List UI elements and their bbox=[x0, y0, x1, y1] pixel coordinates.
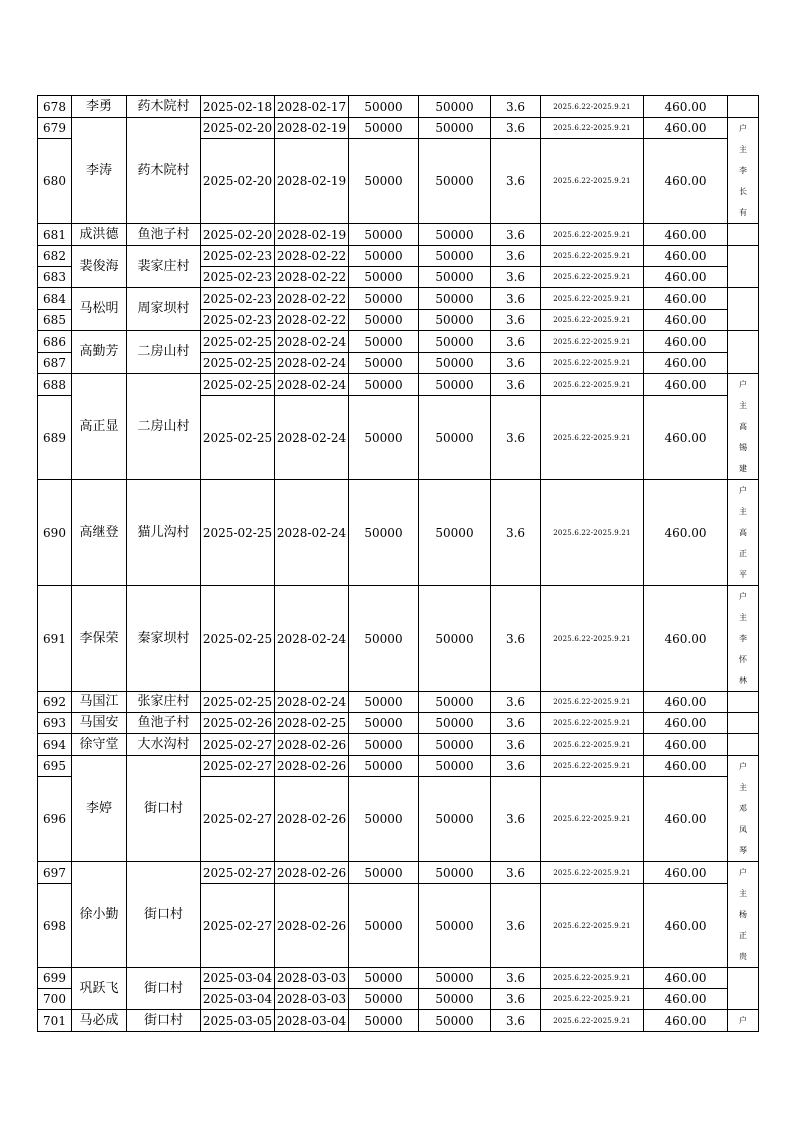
interest-rate: 3.6 bbox=[491, 713, 541, 734]
interest-period: 2025.6.22-2025.9.21 bbox=[541, 734, 644, 756]
loan-end-date: 2028-02-26 bbox=[275, 756, 349, 777]
loan-start-date: 2025-02-25 bbox=[201, 396, 275, 480]
interest-rate: 3.6 bbox=[491, 862, 541, 884]
row-number: 697 bbox=[38, 862, 72, 884]
village-name: 二房山村 bbox=[127, 374, 201, 480]
interest-amount: 460.00 bbox=[644, 862, 728, 884]
borrower-name: 李涛 bbox=[72, 118, 127, 224]
interest-period: 2025.6.22-2025.9.21 bbox=[541, 862, 644, 884]
loan-amount: 50000 bbox=[349, 374, 419, 396]
borrower-name: 李勇 bbox=[72, 96, 127, 118]
loan-end-date: 2028-03-03 bbox=[275, 989, 349, 1010]
remark bbox=[728, 118, 759, 224]
interest-amount: 460.00 bbox=[644, 310, 728, 331]
loan-start-date: 2025-02-25 bbox=[201, 331, 275, 353]
row-number: 688 bbox=[38, 374, 72, 396]
row-number: 689 bbox=[38, 396, 72, 480]
loan-start-date: 2025-02-20 bbox=[201, 139, 275, 224]
table-row bbox=[38, 118, 759, 139]
loan-amount: 50000 bbox=[349, 267, 419, 288]
loan-end-date: 2028-02-22 bbox=[275, 310, 349, 331]
row-number: 679 bbox=[38, 118, 72, 139]
borrower-name: 李保荣 bbox=[72, 586, 127, 692]
interest-period: 2025.6.22-2025.9.21 bbox=[541, 1010, 644, 1032]
table-row bbox=[38, 288, 759, 310]
row-number: 692 bbox=[38, 692, 72, 713]
loan-start-date: 2025-02-20 bbox=[201, 118, 275, 139]
row-number: 686 bbox=[38, 331, 72, 353]
loan-ledger-table bbox=[37, 95, 759, 1032]
interest-amount: 460.00 bbox=[644, 756, 728, 777]
interest-amount: 460.00 bbox=[644, 96, 728, 118]
interest-period: 2025.6.22-2025.9.21 bbox=[541, 692, 644, 713]
village-name: 街口村 bbox=[127, 756, 201, 862]
loan-balance: 50000 bbox=[419, 862, 491, 884]
loan-amount: 50000 bbox=[349, 968, 419, 989]
interest-rate: 3.6 bbox=[491, 353, 541, 374]
remark bbox=[728, 224, 759, 246]
table-row bbox=[38, 224, 759, 246]
interest-rate: 3.6 bbox=[491, 968, 541, 989]
loan-end-date: 2028-03-04 bbox=[275, 1010, 349, 1032]
loan-amount: 50000 bbox=[349, 331, 419, 353]
loan-end-date: 2028-02-24 bbox=[275, 331, 349, 353]
interest-amount: 460.00 bbox=[644, 968, 728, 989]
interest-period: 2025.6.22-2025.9.21 bbox=[541, 586, 644, 692]
remark bbox=[728, 968, 759, 1010]
loan-amount: 50000 bbox=[349, 692, 419, 713]
loan-end-date: 2028-02-24 bbox=[275, 692, 349, 713]
loan-amount: 50000 bbox=[349, 139, 419, 224]
interest-amount: 460.00 bbox=[644, 288, 728, 310]
village-name: 街口村 bbox=[127, 968, 201, 1010]
remark bbox=[728, 331, 759, 374]
interest-amount: 460.00 bbox=[644, 118, 728, 139]
loan-start-date: 2025-02-25 bbox=[201, 480, 275, 586]
interest-period: 2025.6.22-2025.9.21 bbox=[541, 331, 644, 353]
remark bbox=[728, 756, 759, 862]
loan-amount: 50000 bbox=[349, 118, 419, 139]
loan-start-date: 2025-02-26 bbox=[201, 713, 275, 734]
remark bbox=[728, 713, 759, 734]
interest-amount: 460.00 bbox=[644, 713, 728, 734]
table-row bbox=[38, 246, 759, 267]
interest-amount: 460.00 bbox=[644, 586, 728, 692]
row-number: 700 bbox=[38, 989, 72, 1010]
row-number: 684 bbox=[38, 288, 72, 310]
interest-amount: 460.00 bbox=[644, 224, 728, 246]
interest-rate: 3.6 bbox=[491, 586, 541, 692]
loan-balance: 50000 bbox=[419, 989, 491, 1010]
loan-amount: 50000 bbox=[349, 288, 419, 310]
loan-start-date: 2025-02-23 bbox=[201, 267, 275, 288]
interest-amount: 460.00 bbox=[644, 353, 728, 374]
interest-rate: 3.6 bbox=[491, 1010, 541, 1032]
table-row bbox=[38, 968, 759, 989]
interest-rate: 3.6 bbox=[491, 310, 541, 331]
loan-end-date: 2028-02-26 bbox=[275, 734, 349, 756]
row-number: 681 bbox=[38, 224, 72, 246]
interest-period: 2025.6.22-2025.9.21 bbox=[541, 756, 644, 777]
loan-start-date: 2025-02-27 bbox=[201, 777, 275, 862]
interest-period: 2025.6.22-2025.9.21 bbox=[541, 96, 644, 118]
interest-period: 2025.6.22-2025.9.21 bbox=[541, 374, 644, 396]
borrower-name: 马松明 bbox=[72, 288, 127, 331]
interest-rate: 3.6 bbox=[491, 139, 541, 224]
loan-amount: 50000 bbox=[349, 310, 419, 331]
remark-vertical-text: 户 主 李 长 有 bbox=[739, 124, 747, 217]
loan-end-date: 2028-02-26 bbox=[275, 862, 349, 884]
interest-period: 2025.6.22-2025.9.21 bbox=[541, 884, 644, 968]
village-name: 周家坝村 bbox=[127, 288, 201, 331]
interest-period: 2025.6.22-2025.9.21 bbox=[541, 989, 644, 1010]
interest-rate: 3.6 bbox=[491, 246, 541, 267]
borrower-name: 高继登 bbox=[72, 480, 127, 586]
loan-balance: 50000 bbox=[419, 374, 491, 396]
interest-amount: 460.00 bbox=[644, 396, 728, 480]
loan-balance: 50000 bbox=[419, 713, 491, 734]
loan-amount: 50000 bbox=[349, 862, 419, 884]
loan-start-date: 2025-02-25 bbox=[201, 692, 275, 713]
loan-balance: 50000 bbox=[419, 884, 491, 968]
loan-amount: 50000 bbox=[349, 353, 419, 374]
interest-amount: 460.00 bbox=[644, 884, 728, 968]
loan-balance: 50000 bbox=[419, 246, 491, 267]
interest-period: 2025.6.22-2025.9.21 bbox=[541, 118, 644, 139]
loan-balance: 50000 bbox=[419, 692, 491, 713]
loan-balance: 50000 bbox=[419, 288, 491, 310]
interest-rate: 3.6 bbox=[491, 96, 541, 118]
loan-end-date: 2028-02-22 bbox=[275, 246, 349, 267]
interest-rate: 3.6 bbox=[491, 692, 541, 713]
interest-period: 2025.6.22-2025.9.21 bbox=[541, 139, 644, 224]
village-name: 药木院村 bbox=[127, 96, 201, 118]
loan-balance: 50000 bbox=[419, 1010, 491, 1032]
row-number: 696 bbox=[38, 777, 72, 862]
row-number: 694 bbox=[38, 734, 72, 756]
loan-balance: 50000 bbox=[419, 756, 491, 777]
row-number: 685 bbox=[38, 310, 72, 331]
loan-start-date: 2025-02-27 bbox=[201, 884, 275, 968]
interest-rate: 3.6 bbox=[491, 396, 541, 480]
interest-amount: 460.00 bbox=[644, 1010, 728, 1032]
loan-end-date: 2028-02-26 bbox=[275, 884, 349, 968]
interest-period: 2025.6.22-2025.9.21 bbox=[541, 224, 644, 246]
village-name: 裴家庄村 bbox=[127, 246, 201, 288]
borrower-name: 徐小勤 bbox=[72, 862, 127, 968]
loan-end-date: 2028-02-24 bbox=[275, 586, 349, 692]
table-row bbox=[38, 692, 759, 713]
borrower-name: 巩跃飞 bbox=[72, 968, 127, 1010]
village-name: 街口村 bbox=[127, 1010, 201, 1032]
row-number: 699 bbox=[38, 968, 72, 989]
interest-period: 2025.6.22-2025.9.21 bbox=[541, 713, 644, 734]
loan-balance: 50000 bbox=[419, 96, 491, 118]
remark bbox=[728, 96, 759, 118]
row-number: 683 bbox=[38, 267, 72, 288]
interest-amount: 460.00 bbox=[644, 692, 728, 713]
row-number: 691 bbox=[38, 586, 72, 692]
interest-rate: 3.6 bbox=[491, 989, 541, 1010]
remark bbox=[728, 862, 759, 968]
loan-balance: 50000 bbox=[419, 267, 491, 288]
row-number: 701 bbox=[38, 1010, 72, 1032]
loan-balance: 50000 bbox=[419, 734, 491, 756]
remark bbox=[728, 480, 759, 586]
village-name: 药木院村 bbox=[127, 118, 201, 224]
table-row bbox=[38, 96, 759, 118]
interest-amount: 460.00 bbox=[644, 246, 728, 267]
loan-end-date: 2028-02-19 bbox=[275, 118, 349, 139]
interest-rate: 3.6 bbox=[491, 756, 541, 777]
loan-end-date: 2028-02-17 bbox=[275, 96, 349, 118]
interest-rate: 3.6 bbox=[491, 884, 541, 968]
remark bbox=[728, 692, 759, 713]
loan-start-date: 2025-03-05 bbox=[201, 1010, 275, 1032]
table-row bbox=[38, 480, 759, 586]
loan-amount: 50000 bbox=[349, 777, 419, 862]
row-number: 690 bbox=[38, 480, 72, 586]
remark-vertical-text: 户 主 高 锡 建 bbox=[739, 380, 747, 473]
loan-amount: 50000 bbox=[349, 396, 419, 480]
interest-period: 2025.6.22-2025.9.21 bbox=[541, 246, 644, 267]
borrower-name: 裴俊海 bbox=[72, 246, 127, 288]
loan-amount: 50000 bbox=[349, 480, 419, 586]
loan-end-date: 2028-02-24 bbox=[275, 480, 349, 586]
interest-amount: 460.00 bbox=[644, 139, 728, 224]
row-number: 687 bbox=[38, 353, 72, 374]
interest-period: 2025.6.22-2025.9.21 bbox=[541, 396, 644, 480]
interest-amount: 460.00 bbox=[644, 989, 728, 1010]
loan-end-date: 2028-02-22 bbox=[275, 288, 349, 310]
interest-rate: 3.6 bbox=[491, 224, 541, 246]
loan-start-date: 2025-02-25 bbox=[201, 586, 275, 692]
village-name: 张家庄村 bbox=[127, 692, 201, 713]
loan-amount: 50000 bbox=[349, 224, 419, 246]
remark bbox=[728, 374, 759, 480]
remark-vertical-text: 户 主 李 怀 林 bbox=[739, 592, 747, 685]
borrower-name: 高勤芳 bbox=[72, 331, 127, 374]
row-number: 695 bbox=[38, 756, 72, 777]
remark bbox=[728, 734, 759, 756]
borrower-name: 马国安 bbox=[72, 713, 127, 734]
loan-balance: 50000 bbox=[419, 139, 491, 224]
table-row bbox=[38, 331, 759, 353]
loan-start-date: 2025-02-25 bbox=[201, 353, 275, 374]
loan-balance: 50000 bbox=[419, 480, 491, 586]
remark bbox=[728, 288, 759, 331]
loan-start-date: 2025-02-23 bbox=[201, 246, 275, 267]
loan-end-date: 2028-02-24 bbox=[275, 374, 349, 396]
loan-start-date: 2025-02-27 bbox=[201, 756, 275, 777]
table-row bbox=[38, 734, 759, 756]
interest-period: 2025.6.22-2025.9.21 bbox=[541, 267, 644, 288]
table-row bbox=[38, 862, 759, 884]
interest-rate: 3.6 bbox=[491, 734, 541, 756]
row-number: 698 bbox=[38, 884, 72, 968]
loan-balance: 50000 bbox=[419, 310, 491, 331]
interest-rate: 3.6 bbox=[491, 331, 541, 353]
interest-amount: 460.00 bbox=[644, 734, 728, 756]
village-name: 猫儿沟村 bbox=[127, 480, 201, 586]
loan-end-date: 2028-02-25 bbox=[275, 713, 349, 734]
interest-period: 2025.6.22-2025.9.21 bbox=[541, 968, 644, 989]
loan-start-date: 2025-03-04 bbox=[201, 968, 275, 989]
interest-period: 2025.6.22-2025.9.21 bbox=[541, 777, 644, 862]
borrower-name: 成洪德 bbox=[72, 224, 127, 246]
loan-start-date: 2025-02-25 bbox=[201, 374, 275, 396]
loan-start-date: 2025-02-23 bbox=[201, 310, 275, 331]
row-number: 680 bbox=[38, 139, 72, 224]
loan-amount: 50000 bbox=[349, 246, 419, 267]
loan-balance: 50000 bbox=[419, 331, 491, 353]
table-row bbox=[38, 713, 759, 734]
remark bbox=[728, 246, 759, 288]
loan-balance: 50000 bbox=[419, 224, 491, 246]
loan-start-date: 2025-02-27 bbox=[201, 862, 275, 884]
interest-period: 2025.6.22-2025.9.21 bbox=[541, 310, 644, 331]
village-name: 大水沟村 bbox=[127, 734, 201, 756]
loan-balance: 50000 bbox=[419, 586, 491, 692]
remark-vertical-text: 户 主 杨 正 贵 bbox=[739, 868, 747, 961]
loan-amount: 50000 bbox=[349, 1010, 419, 1032]
row-number: 678 bbox=[38, 96, 72, 118]
loan-balance: 50000 bbox=[419, 353, 491, 374]
interest-amount: 460.00 bbox=[644, 267, 728, 288]
interest-rate: 3.6 bbox=[491, 777, 541, 862]
borrower-name: 马必成 bbox=[72, 1010, 127, 1032]
loan-balance: 50000 bbox=[419, 968, 491, 989]
borrower-name: 高正显 bbox=[72, 374, 127, 480]
borrower-name: 徐守堂 bbox=[72, 734, 127, 756]
interest-rate: 3.6 bbox=[491, 118, 541, 139]
loan-amount: 50000 bbox=[349, 884, 419, 968]
loan-amount: 50000 bbox=[349, 96, 419, 118]
loan-amount: 50000 bbox=[349, 734, 419, 756]
loan-end-date: 2028-02-22 bbox=[275, 267, 349, 288]
loan-end-date: 2028-02-19 bbox=[275, 224, 349, 246]
village-name: 街口村 bbox=[127, 862, 201, 968]
row-number: 693 bbox=[38, 713, 72, 734]
loan-start-date: 2025-02-20 bbox=[201, 224, 275, 246]
interest-amount: 460.00 bbox=[644, 480, 728, 586]
interest-rate: 3.6 bbox=[491, 267, 541, 288]
interest-period: 2025.6.22-2025.9.21 bbox=[541, 288, 644, 310]
interest-rate: 3.6 bbox=[491, 288, 541, 310]
loan-balance: 50000 bbox=[419, 118, 491, 139]
borrower-name: 马国江 bbox=[72, 692, 127, 713]
table-row bbox=[38, 586, 759, 692]
loan-balance: 50000 bbox=[419, 777, 491, 862]
interest-period: 2025.6.22-2025.9.21 bbox=[541, 353, 644, 374]
remark bbox=[728, 586, 759, 692]
loan-end-date: 2028-03-03 bbox=[275, 968, 349, 989]
loan-start-date: 2025-02-18 bbox=[201, 96, 275, 118]
interest-amount: 460.00 bbox=[644, 777, 728, 862]
loan-end-date: 2028-02-19 bbox=[275, 139, 349, 224]
village-name: 鱼池子村 bbox=[127, 224, 201, 246]
loan-start-date: 2025-03-04 bbox=[201, 989, 275, 1010]
remark-vertical-text: 户 主 高 正 平 bbox=[739, 486, 747, 579]
table-row bbox=[38, 1010, 759, 1032]
loan-end-date: 2028-02-26 bbox=[275, 777, 349, 862]
loan-start-date: 2025-02-27 bbox=[201, 734, 275, 756]
village-name: 秦家坝村 bbox=[127, 586, 201, 692]
loan-amount: 50000 bbox=[349, 713, 419, 734]
loan-end-date: 2028-02-24 bbox=[275, 353, 349, 374]
interest-amount: 460.00 bbox=[644, 331, 728, 353]
loan-balance: 50000 bbox=[419, 396, 491, 480]
interest-amount: 460.00 bbox=[644, 374, 728, 396]
loan-start-date: 2025-02-23 bbox=[201, 288, 275, 310]
table-row bbox=[38, 374, 759, 396]
table-row bbox=[38, 756, 759, 777]
interest-period: 2025.6.22-2025.9.21 bbox=[541, 480, 644, 586]
loan-amount: 50000 bbox=[349, 989, 419, 1010]
loan-end-date: 2028-02-24 bbox=[275, 396, 349, 480]
interest-rate: 3.6 bbox=[491, 374, 541, 396]
remark-vertical-text: 户 主 邓 凤 琴 bbox=[739, 762, 747, 855]
remark: 户 bbox=[728, 1010, 759, 1032]
loan-amount: 50000 bbox=[349, 756, 419, 777]
row-number: 682 bbox=[38, 246, 72, 267]
interest-rate: 3.6 bbox=[491, 480, 541, 586]
borrower-name: 李婷 bbox=[72, 756, 127, 862]
village-name: 二房山村 bbox=[127, 331, 201, 374]
village-name: 鱼池子村 bbox=[127, 713, 201, 734]
loan-amount: 50000 bbox=[349, 586, 419, 692]
